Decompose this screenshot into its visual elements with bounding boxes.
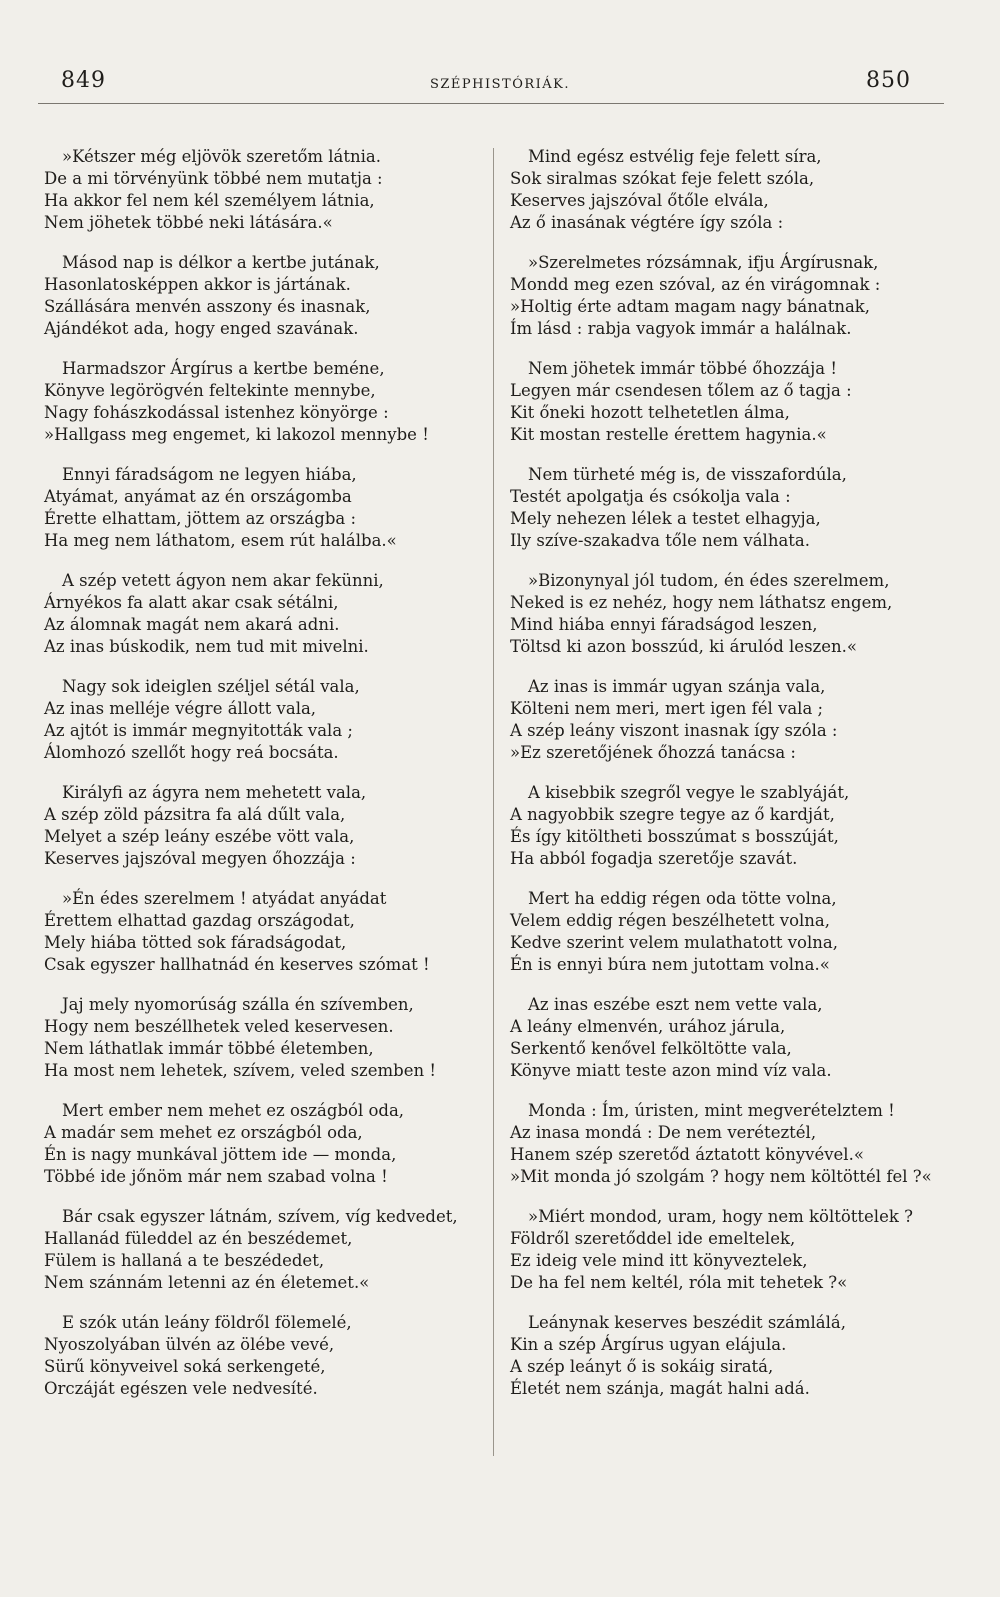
stanza [44, 1206, 484, 1294]
verse-line: »Ez szeretőjének őhozzá tanácsa : [510, 743, 796, 762]
verse-line: Velem eddig régen beszélhetett volna, [510, 911, 830, 930]
running-title: SZÉPHISTÓRIÁK. [429, 77, 571, 92]
verse-line: Mind egész estvélig feje felett síra, [528, 147, 822, 166]
verse-line: Ím lásd : rabja vagyok immár a halálnak. [510, 319, 852, 338]
verse-line: Testét apolgatja és csókolja vala : [510, 487, 791, 506]
stanza [44, 252, 484, 340]
page-number-left: 849 [61, 68, 106, 93]
stanza [44, 1100, 484, 1188]
verse-line: Királyfi az ágyra nem mehetett vala, [62, 783, 367, 802]
verse-line: Monda : Ím, úristen, mint megverételztem ! [528, 1101, 895, 1120]
stanza [510, 676, 950, 764]
verse-line: Hogy nem beszéllhetek veled keservesen. [44, 1017, 394, 1036]
verse-line: E szók után leány földről fölemelé, [62, 1313, 352, 1332]
verse-line: Nem jöhetek többé neki látására.« [44, 213, 333, 232]
verse-line: Serkentő kenővel felköltötte vala, [510, 1039, 792, 1058]
verse-line: Könyve miatt teste azon mind víz vala. [510, 1061, 832, 1080]
verse-line: A kisebbik szegről vegye le szablyáját, [528, 783, 850, 802]
stanza [44, 464, 484, 552]
verse-line: Nagy fohászkodással istenhez könyörge : [44, 403, 389, 422]
stanza [44, 994, 484, 1082]
verse-line: »Holtig érte adtam magam nagy bánatnak, [510, 297, 871, 316]
verse-line: A szép leány viszont inasnak így szóla : [510, 721, 838, 740]
verse-line: Az inas eszébe eszt nem vette vala, [528, 995, 823, 1014]
stanza [510, 570, 950, 658]
verse-line: Ennyi fáradságom ne legyen hiába, [62, 465, 357, 484]
verse-line: Nem türheté még is, de visszafordúla, [528, 465, 847, 484]
verse-line: Hallanád füleddel az én beszédemet, [44, 1229, 353, 1248]
header-rule [38, 103, 944, 104]
verse-line: Kit mostan restelle érettem hagynia.« [510, 425, 827, 444]
stanza [510, 464, 950, 552]
verse-line: Melyet a szép leány eszébe vött vala, [44, 827, 355, 846]
stanza [44, 570, 484, 658]
verse-line: Többé ide jőnöm már nem szabad volna ! [44, 1167, 388, 1186]
verse-line: Orczáját egészen vele nedvesíté. [44, 1379, 318, 1398]
verse-line: Nem láthatlak immár többé életemben, [44, 1039, 374, 1058]
verse-line: Ez ideig vele mind itt könyveztelek, [510, 1251, 808, 1270]
verse-line: Mert ember nem mehet ez oszágból oda, [62, 1101, 405, 1120]
verse-line: Nyoszolyában ülvén az ölébe vevé, [44, 1335, 335, 1354]
verse-line: A leány elmenvén, urához járula, [510, 1017, 786, 1036]
verse-line: »Szerelmetes rózsámnak, ifju Árgírusnak, [528, 253, 879, 272]
stanza [44, 888, 484, 976]
verse-line: Hasonlatosképpen akkor is jártának. [44, 275, 351, 294]
verse-line: Neked is ez nehéz, hogy nem láthatsz engem, [510, 593, 893, 612]
verse-line: Könyve legörögvén feltekinte mennybe, [44, 381, 376, 400]
verse-line: De a mi törvényünk többé nem mutatja : [44, 169, 383, 188]
verse-line: Árnyékos fa alatt akar csak sétálni, [44, 593, 339, 612]
verse-line: Hanem szép szeretőd áztatott könyvével.« [510, 1145, 864, 1164]
verse-line: Ha meg nem láthatom, esem rút halálba.« [44, 531, 397, 550]
verse-line: A nagyobbik szegre tegye az ő kardját, [510, 805, 835, 824]
verse-line: »Kétszer még eljövök szeretőm látnia. [62, 147, 382, 166]
stanza [510, 994, 950, 1082]
verse-line: »Hallgass meg engemet, ki lakozol mennybe ! [44, 425, 429, 444]
verse-line: Kedve szerint velem mulathatott volna, [510, 933, 838, 952]
verse-line: Fülem is hallaná a te beszédedet, [44, 1251, 325, 1270]
stanza [510, 888, 950, 976]
verse-line: Az inas melléje végre állott vala, [44, 699, 317, 718]
verse-line: Az inas búskodik, nem tud mit mivelni. [44, 637, 369, 656]
verse-line: Harmadszor Árgírus a kertbe beméne, [62, 359, 385, 378]
verse-line: Életét nem szánja, magát halni adá. [510, 1379, 810, 1398]
right-column [510, 146, 950, 1418]
verse-line: Csak egyszer hallhatnád én keserves szómat ! [44, 955, 430, 974]
page-number-right: 850 [866, 68, 911, 93]
verse-line: Nem szánnám letenni az én életemet.« [44, 1273, 370, 1292]
verse-line: Mely hiába tötted sok fáradságodat, [44, 933, 347, 952]
verse-line: Bár csak egyszer látnám, szívem, víg kedvedet, [62, 1207, 458, 1226]
stanza [44, 1312, 484, 1400]
stanza [510, 252, 950, 340]
verse-line: Leánynak keserves beszédit számlálá, [528, 1313, 846, 1332]
verse-line: Keserves jajszóval őtőle elvála, [510, 191, 769, 210]
verse-line: Ha most nem lehetek, szívem, veled szemben ! [44, 1061, 436, 1080]
stanza [44, 146, 484, 234]
verse-line: Földről szeretőddel ide emeltelek, [510, 1229, 796, 1248]
verse-line: Az ő inasának végtére így szóla : [510, 213, 784, 232]
stanza [44, 358, 484, 446]
verse-line: Az ajtót is immár megnyitották vala ; [44, 721, 353, 740]
stanza [510, 1312, 950, 1400]
verse-line: A szép leányt ő is sokáig siratá, [510, 1357, 774, 1376]
verse-line: Az álomnak magát nem akará adni. [44, 615, 340, 634]
column-divider [493, 148, 494, 1456]
verse-line: »Bizonynyal jól tudom, én édes szerelmem, [528, 571, 890, 590]
verse-line: Költeni nem meri, mert igen fél vala ; [510, 699, 824, 718]
left-column [44, 146, 484, 1418]
verse-line: Érettem elhattad gazdag országodat, [44, 911, 355, 930]
verse-line: A szép vetett ágyon nem akar fekünni, [62, 571, 384, 590]
verse-line: Mondd meg ezen szóval, az én virágomnak : [510, 275, 881, 294]
verse-line: »Mit monda jó szolgám ? hogy nem költöttél fel ?« [510, 1167, 932, 1186]
verse-line: Töltsd ki azon bosszúd, ki árulód leszen.« [510, 637, 857, 656]
verse-line: A madár sem mehet ez országból oda, [44, 1123, 363, 1142]
verse-line: Ily szíve-szakadva tőle nem válhata. [510, 531, 811, 550]
verse-line: »Én édes szerelmem ! atyádat anyádat [62, 889, 387, 908]
verse-line: Az inas is immár ugyan szánja vala, [528, 677, 826, 696]
verse-line: Én is nagy munkával jöttem ide — monda, [44, 1145, 397, 1164]
stanza [510, 1100, 950, 1188]
verse-line: Nagy sok ideiglen széljel sétál vala, [62, 677, 360, 696]
verse-line: A szép zöld pázsitra fa alá dűlt vala, [44, 805, 346, 824]
stanza [510, 782, 950, 870]
verse-line: Kin a szép Árgírus ugyan elájula. [510, 1335, 787, 1354]
verse-line: Ha abból fogadja szeretője szavát. [510, 849, 798, 868]
stanza [510, 146, 950, 234]
verse-line: Az inasa mondá : De nem veréteztél, [510, 1123, 817, 1142]
verse-line: Ajándékot ada, hogy enged szavának. [44, 319, 359, 338]
verse-line: Atyámat, anyámat az én országomba [44, 487, 352, 506]
verse-line: Nem jöhetek immár többé őhozzája ! [528, 359, 837, 378]
verse-line: De ha fel nem keltél, róla mit tehetek ?« [510, 1273, 848, 1292]
stanza [510, 1206, 950, 1294]
verse-line: Álomhozó szellőt hogy reá bocsáta. [44, 743, 339, 762]
page-header [0, 64, 1000, 104]
verse-line: Sürű könyveivel soká serkengeté, [44, 1357, 326, 1376]
stanza [44, 782, 484, 870]
verse-line: Keserves jajszóval megyen őhozzája : [44, 849, 356, 868]
verse-line: Ha akkor fel nem kél személyem látnia, [44, 191, 375, 210]
verse-line: Kit őneki hozott telhetetlen álma, [510, 403, 790, 422]
verse-line: Érette elhattam, jöttem az országba : [44, 509, 357, 528]
verse-line: »Miért mondod, uram, hogy nem költöttelek ? [528, 1207, 913, 1226]
verse-line: Másod nap is délkor a kertbe jutának, [62, 253, 380, 272]
verse-line: Jaj mely nyomorúság szálla én szívemben, [62, 995, 414, 1014]
stanza [510, 358, 950, 446]
verse-line: Én is ennyi búra nem jutottam volna.« [510, 955, 830, 974]
stanza [44, 676, 484, 764]
verse-line: Sok siralmas szókat feje felett szóla, [510, 169, 815, 188]
verse-line: És így kitöltheti bosszúmat s bosszúját, [510, 827, 839, 846]
verse-line: Mely nehezen lélek a testet elhagyja, [510, 509, 821, 528]
verse-line: Szállására menvén asszony és inasnak, [44, 297, 371, 316]
verse-line: Mind hiába ennyi fáradságod leszen, [510, 615, 818, 634]
verse-line: Legyen már csendesen tőlem az ő tagja : [510, 381, 852, 400]
verse-line: Mert ha eddig régen oda tötte volna, [528, 889, 837, 908]
